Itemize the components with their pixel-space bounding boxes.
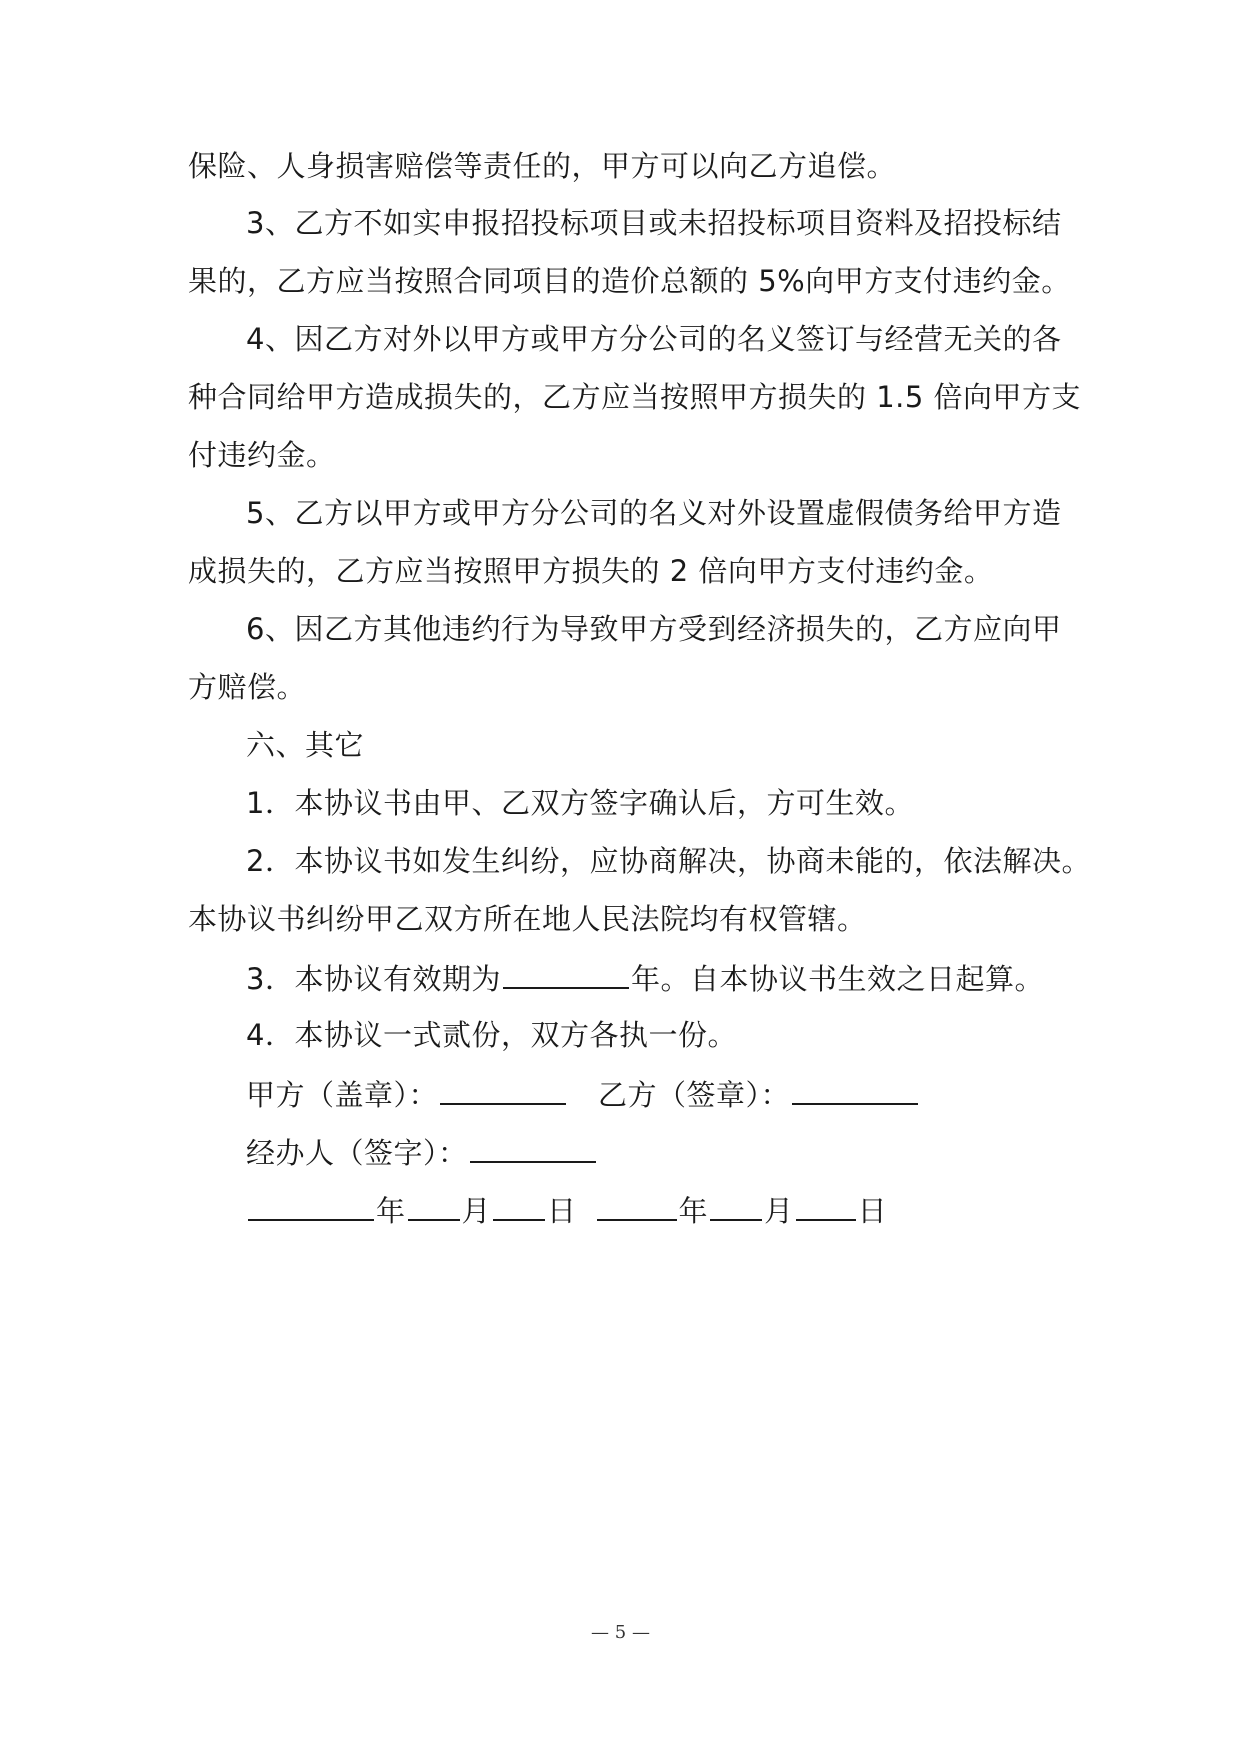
signature-line xyxy=(0,1073,1241,1115)
text-line: 付违约金。 xyxy=(188,438,336,472)
party-b-label: 乙方（签章）： xyxy=(598,1078,791,1112)
month-label: 月 xyxy=(764,1194,794,1228)
text-line: 4、因乙方对外以甲方或甲方分公司的名义签订与经营无关的各 xyxy=(246,322,1062,356)
text-line: 果的，乙方应当按照合同项目的造价总额的 5%向甲方支付违约金。 xyxy=(188,264,1071,298)
text-line: 保险、人身损害赔偿等责任的，甲方可以向乙方追偿。 xyxy=(188,149,897,183)
text-line: 1．本协议书由甲、乙双方签字确认后，方可生效。 xyxy=(246,786,914,820)
date-a-year-blank[interactable] xyxy=(248,1189,374,1221)
handler-sign-blank[interactable] xyxy=(470,1131,596,1163)
date-a-month-blank[interactable] xyxy=(408,1189,460,1221)
year-label: 年 xyxy=(678,1194,709,1228)
month-label: 月 xyxy=(461,1194,492,1228)
text-line: 2．本协议书如发生纠纷，应协商解决，协商未能的，依法解决。 xyxy=(246,844,1091,878)
text-line: 3、乙方不如实申报招投标项目或未招投标项目资料及招投标结 xyxy=(246,206,1062,240)
validity-blank[interactable] xyxy=(503,957,629,989)
date-a-day-blank[interactable] xyxy=(493,1189,545,1221)
year-label: 年 xyxy=(376,1194,406,1228)
date-line xyxy=(0,1189,1241,1231)
validity-suffix: 年。自本协议书生效之日起算。 xyxy=(630,962,1044,996)
text-line: 5、乙方以甲方或甲方分公司的名义对外设置虚假债务给甲方造 xyxy=(246,496,1062,530)
validity-prefix: 3．本协议有效期为 xyxy=(246,962,501,996)
date-b-year-blank[interactable] xyxy=(597,1189,677,1221)
validity-line xyxy=(0,957,1241,999)
party-a-label: 甲方（盖章）： xyxy=(246,1078,439,1112)
text-line: 6、因乙方其他违约行为导致甲方受到经济损失的，乙方应向甲 xyxy=(246,612,1062,646)
party-a-seal-blank[interactable] xyxy=(440,1073,566,1105)
handler-line xyxy=(0,1131,1241,1173)
section-heading: 六、其它 xyxy=(246,728,365,762)
day-label: 日 xyxy=(547,1194,577,1228)
text-line: 种合同给甲方造成损失的，乙方应当按照甲方损失的 1.5 倍向甲方支 xyxy=(188,380,1082,414)
party-b-seal-blank[interactable] xyxy=(792,1073,918,1105)
day-label: 日 xyxy=(857,1194,888,1228)
date-b-day-blank[interactable] xyxy=(796,1189,856,1221)
text-line: 成损失的，乙方应当按照甲方损失的 2 倍向甲方支付违约金。 xyxy=(188,554,994,588)
handler-label: 经办人（签字）： xyxy=(246,1136,468,1170)
text-line: 本协议书纠纷甲乙双方所在地人民法院均有权管辖。 xyxy=(188,902,867,936)
text-line: 4．本协议一式贰份，双方各执一份。 xyxy=(246,1018,737,1052)
date-b-month-blank[interactable] xyxy=(710,1189,762,1221)
text-line: 方赔偿。 xyxy=(188,670,307,704)
page-number: — 5 — xyxy=(591,1622,650,1643)
